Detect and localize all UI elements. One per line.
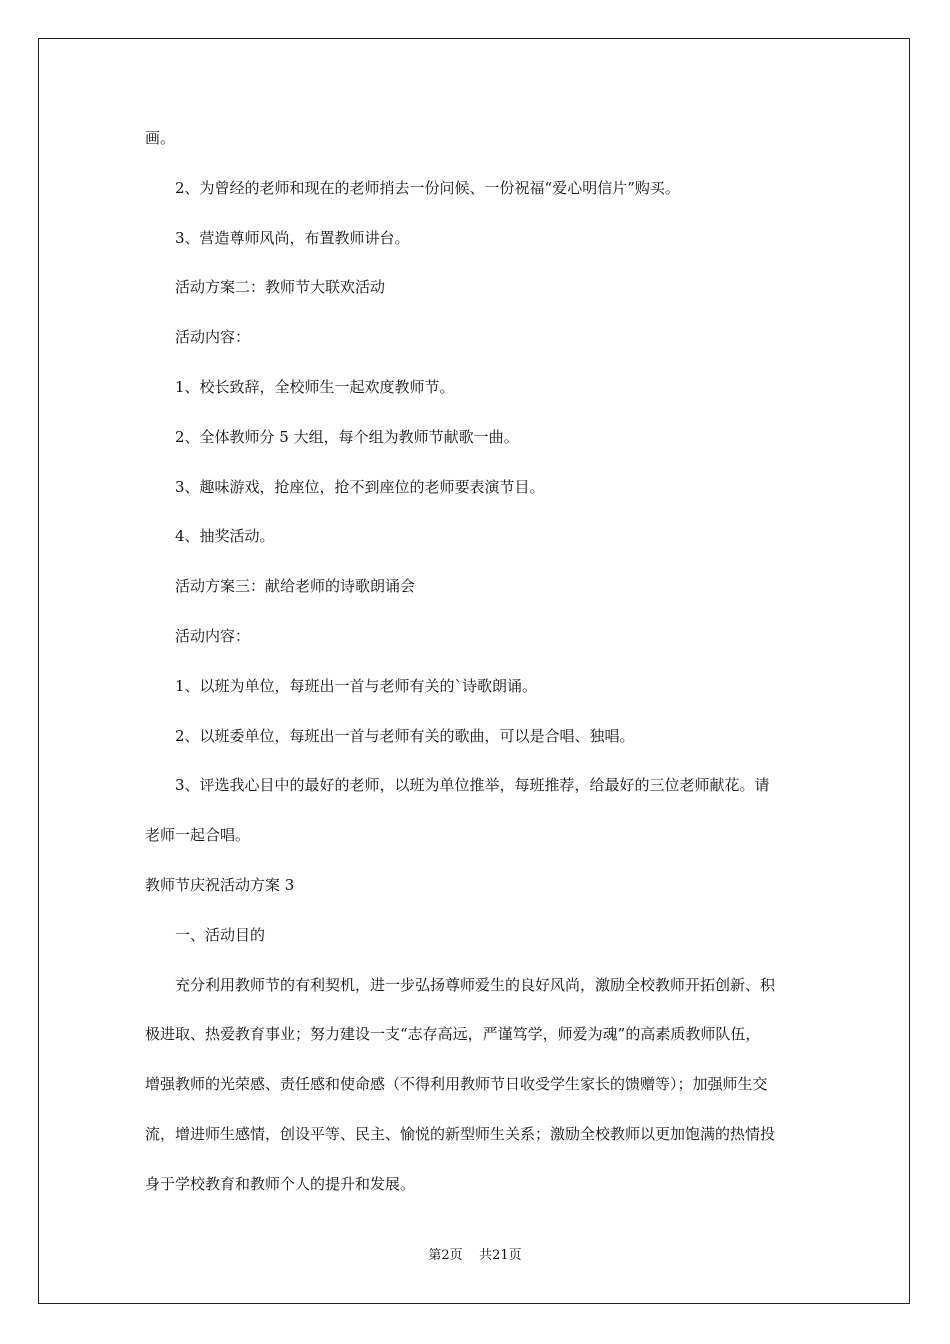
- paragraph-line: 身于学校教育和教师个人的提升和发展。: [145, 1174, 416, 1193]
- text-line-1: 画。: [145, 129, 176, 147]
- list-item: 3、趣味游戏，抢座位，抢不到座位的老师要表演节目。: [175, 477, 545, 496]
- list-item: 2、以班委单位，每班出一首与老师有关的歌曲，可以是合唱、独唱。: [175, 726, 635, 745]
- list-item: 3、评选我心目中的最好的老师，以班为单位推举，每班推荐，给最好的三位老师献花。请: [175, 776, 770, 795]
- paragraph-line: 极进取、热爱教育事业；努力建设一支“志存高远，严谨笃学，师爱为魂”的高素质教师队伍，: [145, 1025, 761, 1044]
- paragraph-line: 增强教师的光荣感、责任感和使命感（不得利用教师节日收受学生家长的馈赠等）；加强师生交: [145, 1075, 768, 1094]
- activity-content-label: 活动内容：: [175, 626, 251, 645]
- activity-content-label: 活动内容：: [175, 328, 251, 347]
- paragraph-line: 充分利用教师节的有利契机，进一步弘扬尊师爱生的良好风尚，激励全校教师开拓创新、积: [175, 975, 776, 994]
- list-item: 4、抽奖活动。: [175, 527, 275, 546]
- paragraph-line: 流，增进师生感情，创设平等、民主、愉悦的新型师生关系；激励全校教师以更加饱满的热情投: [145, 1124, 776, 1143]
- list-item: 1、以班为单位，每班出一首与老师有关的`诗歌朗诵。: [175, 676, 538, 695]
- document-body: [145, 126, 810, 1222]
- section-title-plan-3: 教师节庆祝活动方案 3: [145, 875, 295, 894]
- list-item-continuation: 老师一起合唱。: [145, 826, 251, 845]
- text-line-2: 2、为曾经的老师和现在的老师捎去一份问候、一份祝福“爱心明信片”购买。: [175, 178, 680, 197]
- section-heading-plan-three: 活动方案三：献给老师的诗歌朗诵会: [175, 577, 416, 596]
- page-number-footer: 第2页 共21页: [428, 1248, 522, 1263]
- section-heading-plan-two: 活动方案二：教师节大联欢活动: [175, 278, 386, 297]
- text-line-3: 3、营造尊师风尚，布置教师讲台。: [175, 228, 410, 247]
- subheading-activity-purpose: 一、活动目的: [175, 925, 266, 944]
- list-item: 1、校长致辞，全校师生一起欢度教师节。: [175, 377, 455, 396]
- list-item: 2、全体教师分 5 大组，每个组为教师节献歌一曲。: [175, 427, 519, 446]
